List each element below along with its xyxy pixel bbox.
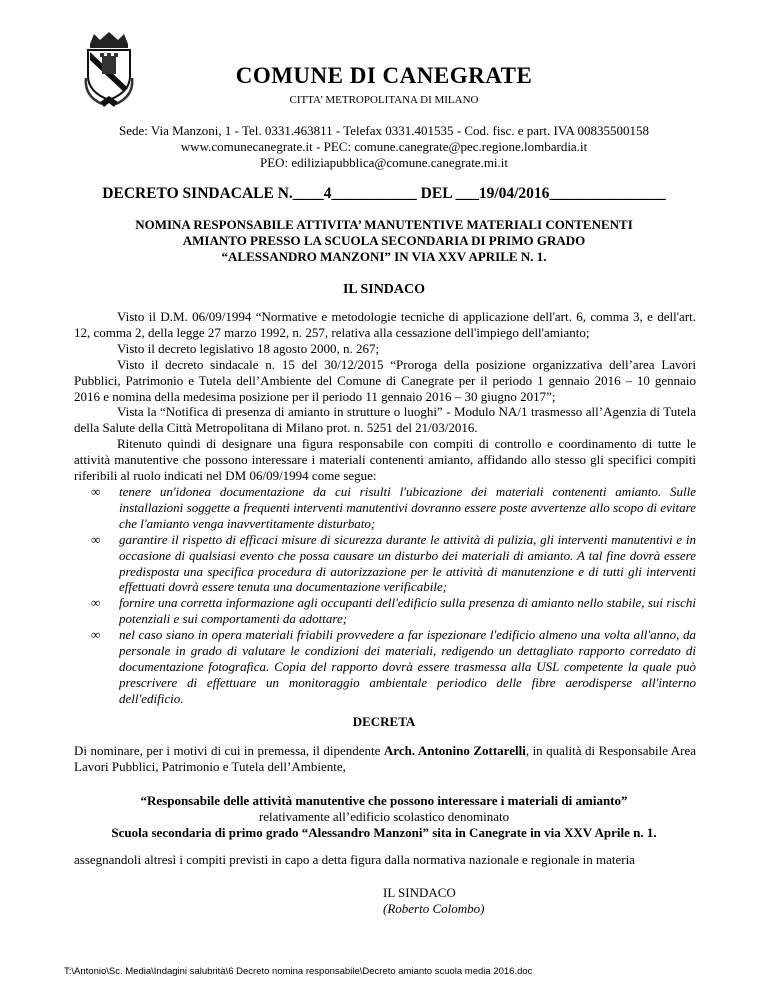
premises-body (74, 309, 696, 707)
role-title: “Responsabile delle attività manutentive che possono interessare i materiali di amianto” (140, 793, 628, 808)
municipality-title: COMUNE DI CANEGRATE (235, 63, 533, 88)
nomination-paragraph: Di nominare, per i motivi di cui in premessa, il dipendente Arch. Antonino Zottarelli, in qualità di Responsabile Area Lavori Pubblici, Patrimonio e Tutela dell’Ambiente, (74, 743, 696, 774)
signature-name: (Roberto Colombo) (383, 901, 485, 916)
premise-paragraph: Vista la “Notifica di presenza di amianto in strutture o luoghi” - Modulo NA/1 trasmesso all’Agenzia di Tutela della Salute della Città Metropolitana di Milano prot. n. 5251 del 21/03/2016. (74, 404, 696, 436)
decree-subject (0, 217, 768, 265)
decree-label: DECRETO SINDACALE N. (102, 185, 293, 202)
infinity-bullet-icon: ∞ (91, 627, 101, 643)
municipality-subtitle: CITTA’ METROPOLITANA DI MILANO (289, 94, 479, 106)
role-school: Scuola secondaria di primo grado “Alessandro Manzoni” sita in Canegrate in via XXV Aprile n. 1. (111, 825, 657, 840)
subject-line: NOMINA RESPONSABILE ATTIVITA’ MANUTENTIVE MATERIALI CONTENENTI (135, 217, 633, 232)
task-item: ∞ tenere un'idonea documentazione da cui risulti l'ubicazione dei materiali contenenti amianto. Sulle installazioni soggette a frequenti interventi manutentivi dovranno essere poste avvertenze allo scopo di evitare che l'amianto venga inavvertitamente disturbato; (91, 483, 696, 531)
decree-date: 19/04/2016 (478, 185, 550, 202)
infinity-bullet-icon: ∞ (91, 483, 101, 499)
contact-block (0, 123, 768, 171)
task-item: ∞ garantire il rispetto di efficaci misure di sicurezza durante le attività di pulizia, gli interventi manutentivi e in occasione di qualsiasi evento che possa causare un disturbo dei materiali di amianto. A tal fine dovrà essere predisposta una specifica procedura di autorizzazione per le attività di manutenzione e di tutti gli interventi effettuati dovrà essere tenuta una documentazione verificabile; (91, 531, 696, 595)
premise-paragraph: Visto il decreto sindacale n. 15 del 30/12/2015 “Proroga della posizione organizzativa dell’area Lavori Pubblici, Patrimonio e Tutela dell’Ambiente del Comune di Canegrate per il periodo 1 gennaio 2016 – 10 gennaio 2016 e nomina della medesima posizione per il periodo 11 gennaio 2016 – 30 giugno 2017”; (74, 356, 696, 404)
task-item: ∞ nel caso siano in opera materiali friabili provvedere a far ispezionare l'edificio almeno una volta all'anno, da personale in grado di valutare le condizioni dei materiali, redigendo un dettagliato rapporto corredato di documentazione fotografica. Copia del rapporto dovrà essere trasmessa alla USL competente la quale può prescrivere di effettuare un monitoraggio ambientale periodico delle fibre aerodisperse all'interno dell'edificio. (91, 627, 696, 706)
decree-date-label: DEL (420, 185, 452, 202)
infinity-bullet-icon: ∞ (91, 595, 101, 611)
sindaco-heading: IL SINDACO (342, 282, 426, 297)
signature-role: IL SINDACO (383, 885, 456, 900)
role-block (0, 793, 768, 841)
premise-paragraph: Ritenuto quindi di designare una figura responsabile con compiti di controllo e coordinamento di tutte le attività manutentive che possono interessare i materiali contenenti amianto, affidando allo stesso gli specifici compiti riferibili al ruolo indicati nel DM 06/09/1994 come segue: (74, 436, 696, 484)
task-list (74, 484, 696, 707)
infinity-bullet-icon: ∞ (91, 531, 101, 547)
premise-paragraph: Visto il decreto legislativo 18 agosto 2000, n. 267; (117, 340, 380, 356)
appointee-name: Arch. Antonino Zottarelli (383, 743, 526, 758)
subject-line: AMIANTO PRESSO LA SCUOLA SECONDARIA DI PRIMO GRADO (182, 233, 586, 248)
decree-number: 4 (323, 185, 332, 202)
task-item: ∞ fornire una corretta informazione agli occupanti dell'edificio sulla presenza di amianto nello stabile, sui rischi potenziali e sui comportamenti da adottare; (91, 595, 696, 627)
assignment-text: assegnandoli altresì i compiti previsti in capo a detta figura dalla normativa nazionale e regionale in materia (74, 852, 635, 867)
contact-line-web: www.comunecanegrate.it - PEC: comune.canegrate@pec.regione.lombardia.it (180, 139, 588, 154)
contact-line-email: PEO: ediliziapubblica@comune.canegrate.mi.it (259, 155, 509, 170)
contact-line-address: Sede: Via Manzoni, 1 - Tel. 0331.463811 - Telefax 0331.401535 - Cod. fisc. e part. IVA 00835500158 (119, 123, 649, 138)
role-relative: relativamente all’edificio scolastico denominato (258, 809, 510, 824)
premise-paragraph: Visto il D.M. 06/09/1994 “Normative e metodologie tecniche di applicazione dell'art. 6, comma 3, e dell'art. 12, comma 2, della legge 27 marzo 1992, n. 257, relativa alla cessazione dell'impiego dell'amianto; (74, 309, 696, 340)
subject-line: “ALESSANDRO MANZONI” IN VIA XXV APRILE N. 1. (221, 249, 547, 264)
decreta-heading: DECRETA (352, 714, 416, 729)
decree-line: DECRETO SINDACALE N.____4___________ DEL ___19/04/2016_______________ (102, 185, 666, 202)
signature-block (383, 885, 484, 917)
file-path-footer: T:\Antonio\Sc. Media\Indagini salubrità\6 Decreto nomina responsabile\Decreto amianto scuola media 2016.doc (64, 966, 533, 977)
